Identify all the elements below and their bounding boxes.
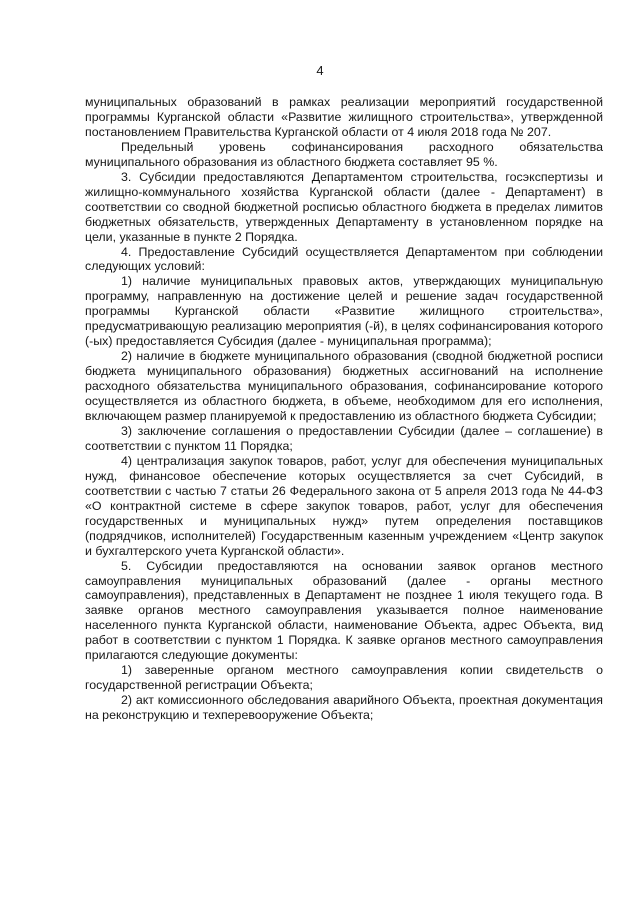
paragraph-7: 3) заключение соглашения о предоставлении Субсидии (далее – соглашение) в соответствии с пунктом 11 Порядка;: [85, 423, 603, 453]
paragraph-8: 4) централизация закупок товаров, работ, услуг для обеспечения муниципальных нужд, финансовое обеспечение которых осуществляется за счет Субсидий, в соответствии с частью 7 статьи 26 Федерального закона от 5 апреля 2013 года № 44-ФЗ «О контрактной системе в сфере закупок товаров, работ, услуг для обеспечения государственных и муниципальных нужд» путем определения поставщиков (подрядчиков, исполнителей) Государственным казенным учреждением «Центр закупок и бухгалтерского учета Курганской области».: [85, 453, 603, 558]
paragraph-10: 1) заверенные органом местного самоуправления копии свидетельств о государственной регистрации Объекта;: [85, 663, 603, 693]
paragraph-11: 2) акт комиссионного обследования аварийного Объекта, проектная документация на реконструкцию и техперевооружение Объекта;: [85, 693, 603, 723]
page-number: 4: [316, 63, 324, 78]
paragraph-3: 3. Субсидии предоставляются Департаментом строительства, госэкспертизы и жилищно-коммунального хозяйства Курганской области (далее - Департамент) в соответствии со сводной бюджетной росписью областного бюджета в пределах лимитов бюджетных обязательств, утвержденных Департаменту в установленном порядке на цели, указанные в пункте 2 Порядка.: [85, 169, 603, 244]
paragraph-1: муниципальных образований в рамках реализации мероприятий государственной программы Курганской области «Развитие жилищного строительства», утвержденной постановлением Правительства Курганской области от 4 июля 2018 года № 207.: [85, 95, 603, 139]
paragraph-2: Предельный уровень софинансирования расходного обязательства муниципального образования из областного бюджета составляет 95 %.: [85, 139, 603, 169]
paragraph-9: 5. Субсидии предоставляются на основании заявок органов местного самоуправления муниципальных образований (далее - органы местного самоуправления), представленных в Департамент не позднее 1 июля текущего года. В заявке органов местного самоуправления указывается полное наименование населенного пункта Курганской области, наименование Объекта, адрес Объекта, вид работ в соответствии с пунктом 1 Порядка. К заявке органов местного самоуправления прилагаются следующие документы:: [85, 558, 603, 663]
paragraph-6: 2) наличие в бюджете муниципального образования (сводной бюджетной росписи бюджета муниципального образования) бюджетных ассигнований на исполнение расходного обязательства муниципального образования, софинансирование которого осуществляется из областного бюджета, в объеме, необходимом для его исполнения, включающем размер планируемой к предоставлению из областного бюджета Субсидии;: [85, 349, 603, 424]
paragraph-5: 1) наличие муниципальных правовых актов, утверждающих муниципальную программу, направленную на достижение целей и решение задач государственной программы Курганской области «Развитие жилищного строительства», предусматривающую реализацию мероприятия (-й), в целях софинансирования которого (-ых) предоставляется Субсидия (далее - муниципальная программа);: [85, 274, 603, 349]
document-body: [85, 95, 603, 723]
paragraph-4: 4. Предоставление Субсидий осуществляется Департаментом при соблюдении следующих условий:: [85, 244, 603, 274]
